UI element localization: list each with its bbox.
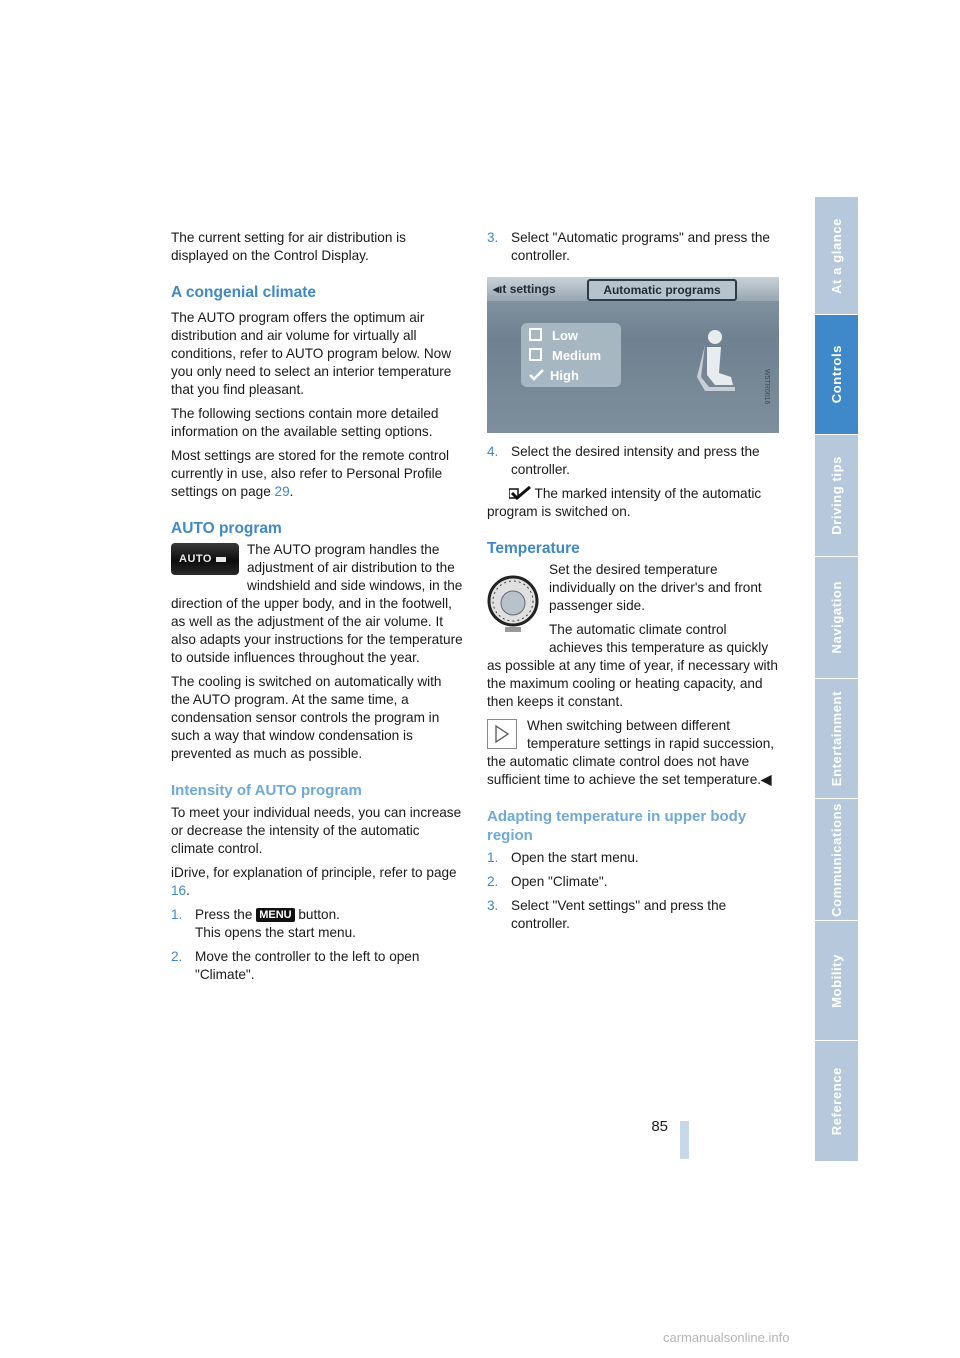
congenial-paragraph-1: The AUTO program offers the optimum air distribution and air volume for virtually all conditions, refer to AUTO program below. Now you only need to select an interior temperature that you find pleasant.: [171, 310, 452, 397]
chapter-sidebar: [815, 197, 858, 1161]
sidebar-tab-at-a-glance[interactable]: At a glance: [815, 197, 858, 315]
option-high: High: [529, 367, 579, 385]
list-item: 1. Open the start menu.: [487, 850, 639, 865]
right-column: [487, 229, 779, 939]
temperature-note: When switching between different temperature settings in rapid succession, the automatic climate control does not have sufficient time to achieve the set temperature.◀: [487, 718, 775, 787]
tab-prev-settings: ◂ıt settings: [493, 282, 556, 296]
check-icon: [529, 369, 544, 381]
sidebar-tab-mobility[interactable]: Mobility: [815, 921, 858, 1041]
left-column: [171, 229, 463, 990]
auto-paragraph-2: The cooling is switched on automatically with the AUTO program. At the same time, a condensation sensor controls the program in such a way that window condensation is prevented as much as possible.: [171, 674, 442, 761]
sidebar-tab-reference[interactable]: Reference: [828, 1066, 844, 1136]
heading-upper-body: Adapting temperature in upper body region: [487, 808, 747, 844]
temperature-dial-icon: [487, 565, 539, 637]
intro-text: The current setting for air distribution is displayed on the Control Display.: [171, 230, 406, 263]
control-display-screenshot: [487, 277, 779, 433]
auto-button-image: [171, 543, 239, 575]
congenial-paragraph-2: The following sections contain more detailed information on the available setting options.: [171, 406, 439, 439]
intensity-paragraph-2: iDrive, for explanation of principle, refer to page 16.: [171, 865, 457, 898]
list-item: 4. Select the desired intensity and press the controller.: [487, 444, 760, 477]
page-link-29[interactable]: 29: [274, 484, 290, 499]
check-mark-icon: [509, 486, 531, 500]
option-low: Low: [529, 327, 578, 345]
temperature-paragraph-2: The automatic climate control achieves this temperature as quickly as possible at any time of year, if necessary with the maximum cooling or heating capacity, and then keeps it constant.: [487, 622, 778, 709]
menu-key-icon: MENU: [256, 908, 294, 922]
list-item: 3. Select "Vent settings" and press the controller.: [487, 898, 727, 931]
watermark: carmanualsonline.info: [663, 1330, 790, 1345]
sidebar-tab-controls[interactable]: Controls: [815, 315, 858, 435]
auto-button-label: AUTO: [179, 553, 212, 565]
intensity-paragraph-1: To meet your individual needs, you can increase or decrease the intensity of the automatic climate control.: [171, 805, 462, 856]
sidebar-tab-driving-tips[interactable]: Driving tips: [815, 435, 858, 557]
heading-intensity: Intensity of AUTO program: [171, 782, 362, 799]
page-link-16[interactable]: 16: [171, 883, 187, 898]
heading-temperature: Temperature: [487, 540, 580, 557]
heading-congenial-climate: A congenial climate: [171, 284, 316, 301]
page-number-bar: [680, 1121, 689, 1159]
temperature-paragraph-1: Set the desired temperature individually on the driver's and front passenger side.: [549, 562, 762, 613]
list-item: 2. Open "Climate".: [487, 874, 608, 889]
step4-note: The marked intensity of the automatic program is switched on.: [487, 486, 762, 519]
figure-code: W5TR0016: [763, 369, 770, 405]
end-mark-icon: ◀: [761, 772, 772, 787]
intensity-steps-continued: [487, 229, 779, 265]
heading-auto-program: AUTO program: [171, 520, 282, 537]
page-number: 85: [651, 1118, 668, 1135]
congenial-paragraph-3: Most settings are stored for the remote control currently in use, also refer to Personal Profile settings on page 29.: [171, 448, 450, 499]
list-item: 2. Move the controller to the left to open "Climate".: [171, 949, 420, 982]
intensity-steps: [171, 906, 463, 984]
seat-occupant-icon: [681, 327, 741, 407]
tab-automatic-programs: Automatic programs: [587, 279, 737, 301]
sidebar-tab-communications[interactable]: Communications: [815, 799, 858, 921]
list-item: 3. Select "Automatic programs" and press the controller.: [487, 230, 770, 263]
intensity-options: [521, 323, 621, 387]
sidebar-tab-navigation[interactable]: Navigation: [815, 557, 858, 679]
list-item: 1. Press the MENU button. This opens the start menu.: [171, 907, 356, 940]
note-triangle-icon: [487, 719, 517, 749]
intensity-steps-continued-2: [487, 443, 779, 479]
auto-paragraph-1: The AUTO program handles the adjustment of air distribution to the windshield and side windows, in the direction of the upper body, and in the footwell, as well as the adjustment of the air volume. It also adapts your instructions for the temperature to outside influences throughout the year.: [171, 542, 463, 665]
option-medium: Medium: [529, 347, 601, 365]
sidebar-tab-entertainment[interactable]: Entertainment: [815, 679, 858, 799]
upper-body-steps: [487, 849, 779, 933]
